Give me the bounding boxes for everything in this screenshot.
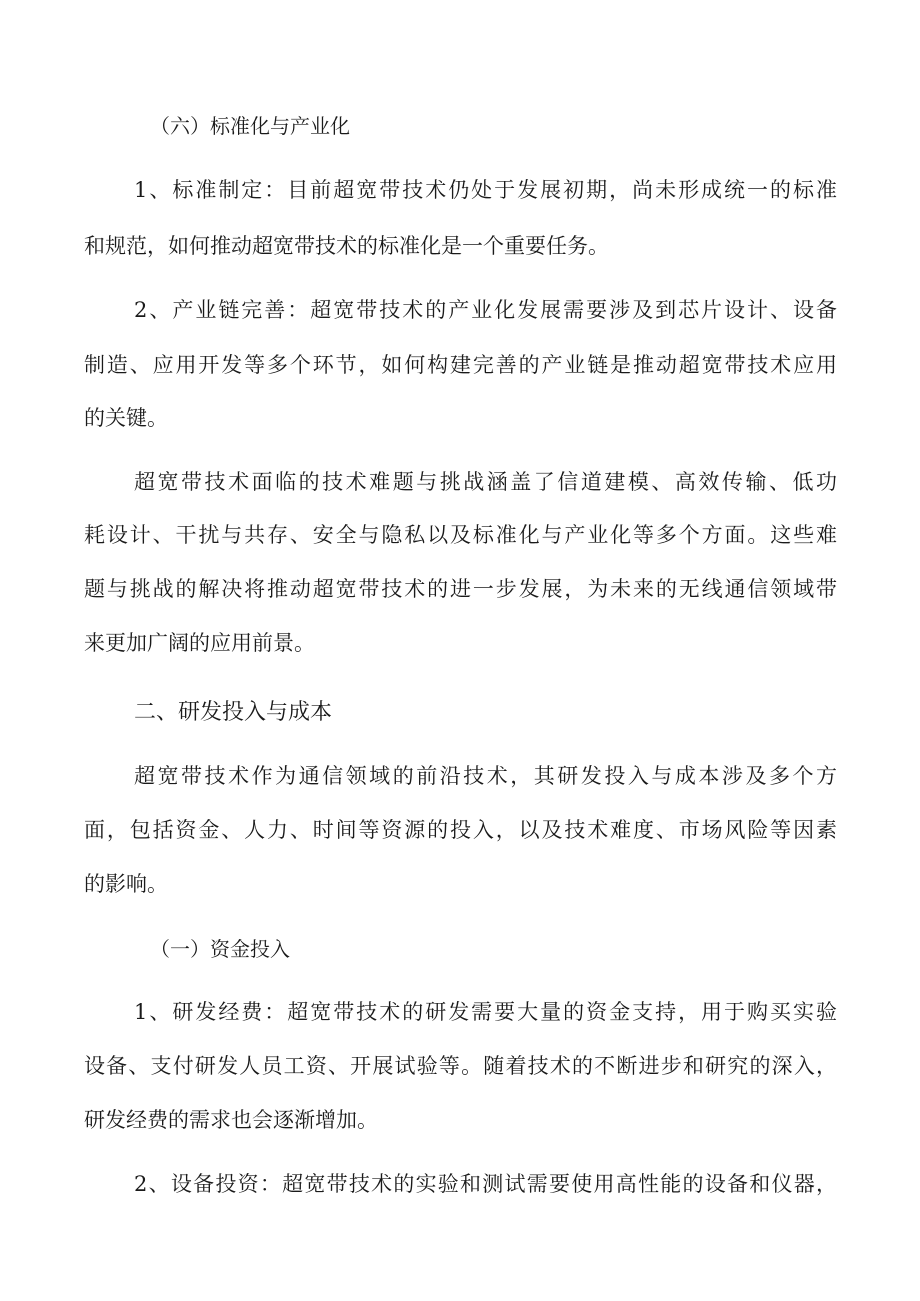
paragraph-line: 2、设备投资：超宽带技术的实验和测试需要使用高性能的设备和仪器， (134, 1172, 837, 1196)
paragraph-line: 制造、应用开发等多个环节，如何构建完善的产业链是推动超宽带技术应用 (84, 353, 837, 377)
paragraph-line: 的关键。 (84, 406, 168, 430)
section-heading-6: （六）标准化与产业化 (150, 114, 350, 138)
paragraph-line: 题与挑战的解决将推动超宽带技术的进一步发展，为未来的无线通信领域带 (84, 577, 837, 601)
paragraph-line: 设备、支付研发人员工资、开展试验等。随着技术的不断进步和研究的深入， (84, 1054, 837, 1078)
paragraph-line: 1、标准制定：目前超宽带技术仍处于发展初期，尚未形成统一的标准 (134, 178, 837, 202)
section-heading-2-1: （一）资金投入 (150, 937, 290, 961)
paragraph-line: 1、研发经费：超宽带技术的研发需要大量的资金支持，用于购买实验 (134, 1000, 837, 1024)
paragraph-line: 的影响。 (84, 872, 168, 896)
paragraph-line: 耗设计、干扰与共存、安全与隐私以及标准化与产业化等多个方面。这些难 (84, 523, 837, 547)
paragraph-line: 来更加广阔的应用前景。 (84, 631, 315, 655)
paragraph-line: 2、产业链完善：超宽带技术的产业化发展需要涉及到芯片设计、设备 (134, 298, 837, 322)
paragraph-line: 研发经费的需求也会逐渐增加。 (84, 1108, 378, 1132)
paragraph-line: 超宽带技术面临的技术难题与挑战涵盖了信道建模、高效传输、低功 (134, 470, 837, 494)
section-heading-2: 二、研发投入与成本 (134, 700, 333, 725)
paragraph-line: 超宽带技术作为通信领域的前沿技术，其研发投入与成本涉及多个方 (134, 764, 837, 788)
paragraph-line: 和规范，如何推动超宽带技术的标准化是一个重要任务。 (84, 234, 609, 258)
paragraph-line: 面，包括资金、人力、时间等资源的投入，以及技术难度、市场风险等因素 (84, 818, 837, 842)
